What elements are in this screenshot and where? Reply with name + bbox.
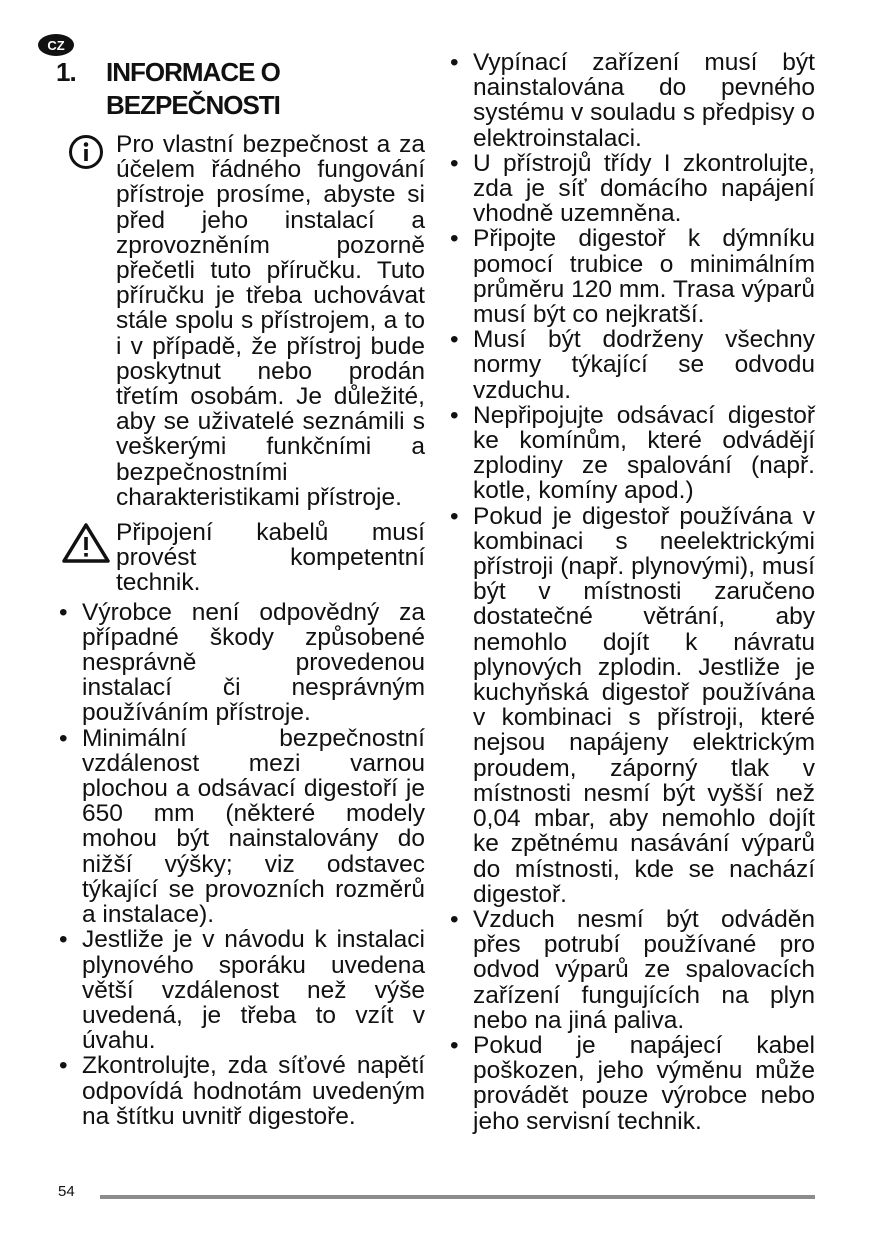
list-item xyxy=(56,600,425,726)
section-number: 1. xyxy=(56,57,76,87)
bullet-marker: • xyxy=(450,1031,459,1059)
list-item xyxy=(447,1033,815,1134)
list-item-text: Nepřipojujte odsávací digestoř ke komínům, které odvádějí zplodiny ze spalování (např. kotle, komíny apod.) xyxy=(473,401,815,505)
left-column xyxy=(56,50,425,1129)
list-item xyxy=(56,1053,425,1129)
list-item xyxy=(447,50,815,151)
bullet-marker: • xyxy=(450,401,459,429)
list-item xyxy=(447,151,815,227)
bullet-marker: • xyxy=(450,905,459,933)
info-notice-text: Pro vlastní bezpečnost a za účelem řádného fungování přístroje prosíme, abyste si před jeho instalací a zprovozněním pozorně přečetli tuto příručku. Tuto příručku je třeba uchovávat stále spolu s přístrojem, a to i v případě, že přístroj bude poskytnut nebo prodán třetím osobám. Je důležité, aby se uživatelé seznámili s veškerými funkčními a bezpečnostními charakteristikami přístroje. xyxy=(116,131,425,511)
bullet-marker: • xyxy=(450,502,459,530)
list-item-text: Vypínací zařízení musí být nainstalována do pevného systému v souladu s předpisy o elektroinstalaci. xyxy=(473,49,815,152)
warning-icon xyxy=(56,520,116,596)
left-bullet-list xyxy=(56,600,425,1129)
section-title: INFORMACE O BEZPEČNOSTI xyxy=(106,57,280,120)
bullet-marker: • xyxy=(59,926,68,954)
list-item-text: Výrobce není odpovědný za případné škody způsobené nesprávně provedenou instalací či nesprávným používáním přístroje. xyxy=(82,598,425,727)
bullet-marker: • xyxy=(59,1052,68,1080)
warning-notice xyxy=(56,520,425,596)
list-item xyxy=(56,927,425,1053)
bullet-marker: • xyxy=(59,724,68,752)
list-item xyxy=(447,907,815,1033)
info-notice xyxy=(56,132,425,510)
list-item-text: Vzduch nesmí být odváděn přes potrubí používané pro odvod výparů ze spalovacích zařízení fungujících na plyn nebo na jiná paliva. xyxy=(473,905,815,1034)
info-icon xyxy=(56,132,116,510)
warning-notice-text: Připojení kabelů musí provést kompetentní technik. xyxy=(116,519,425,597)
right-column xyxy=(447,50,815,1134)
section-heading xyxy=(56,56,425,122)
bullet-marker: • xyxy=(450,326,459,354)
page-number: 54 xyxy=(58,1183,75,1200)
list-item-text: Jestliže je v návodu k instalaci plynového sporáku uvedena větší vzdálenost než výše uvedená, je třeba to vzít v úvahu. xyxy=(82,926,425,1055)
bullet-marker: • xyxy=(450,49,459,76)
language-badge: CZ xyxy=(38,34,74,56)
list-item-text: Pokud je napájecí kabel poškozen, jeho výměnu může provádět pouze výrobce nebo jeho servisní technik. xyxy=(473,1031,815,1135)
list-item-text: Minimální bezpečnostní vzdálenost mezi varnou plochou a odsávací digestoří je 650 mm (některé modely mohou být nainstalovány do nižší výšky; viz odstavec týkající se provozních rozměrů a instalace). xyxy=(82,724,425,929)
bullet-marker: • xyxy=(59,598,68,626)
list-item-text: Musí být dodrženy všechny normy týkající se odvodu vzduchu. xyxy=(473,326,815,404)
list-item-text: Připojte digestoř k dýmníku pomocí trubice o minimálním průměru 120 mm. Trasa výparů musí být co nejkratší. xyxy=(473,225,815,329)
list-item xyxy=(447,403,815,504)
bullet-marker: • xyxy=(450,149,459,177)
bullet-marker: • xyxy=(450,225,459,253)
list-item xyxy=(447,327,815,403)
list-item-text: Pokud je digestoř používána v kombinaci s neelektrickými přístroji (např. plynovými), musí být v místnosti zaručeno dostatečné větrání, aby nemohlo dojít k návratu plynových zplodin. Jestliže je kuchyňská digestoř používána v kombinaci s přístroji, které nejsou napájeny elektrickým proudem, záporný tlak v místnosti nesmí být vyšší než 0,04 mbar, aby nemohlo dojít ke zpětnému nasávání výparů do místnosti, kde se nachází digestoř. xyxy=(473,502,815,908)
right-bullet-list xyxy=(447,50,815,1134)
footer-rule xyxy=(100,1195,815,1199)
list-item xyxy=(447,226,815,327)
list-item xyxy=(56,726,425,928)
list-item xyxy=(447,504,815,907)
list-item-text: Zkontrolujte, zda síťové napětí odpovídá hodnotám uvedeným na štítku uvnitř digestoře. xyxy=(82,1052,425,1130)
list-item-text: U přístrojů třídy I zkontrolujte, zda je síť domácího napájení vhodně uzemněna. xyxy=(473,149,815,228)
